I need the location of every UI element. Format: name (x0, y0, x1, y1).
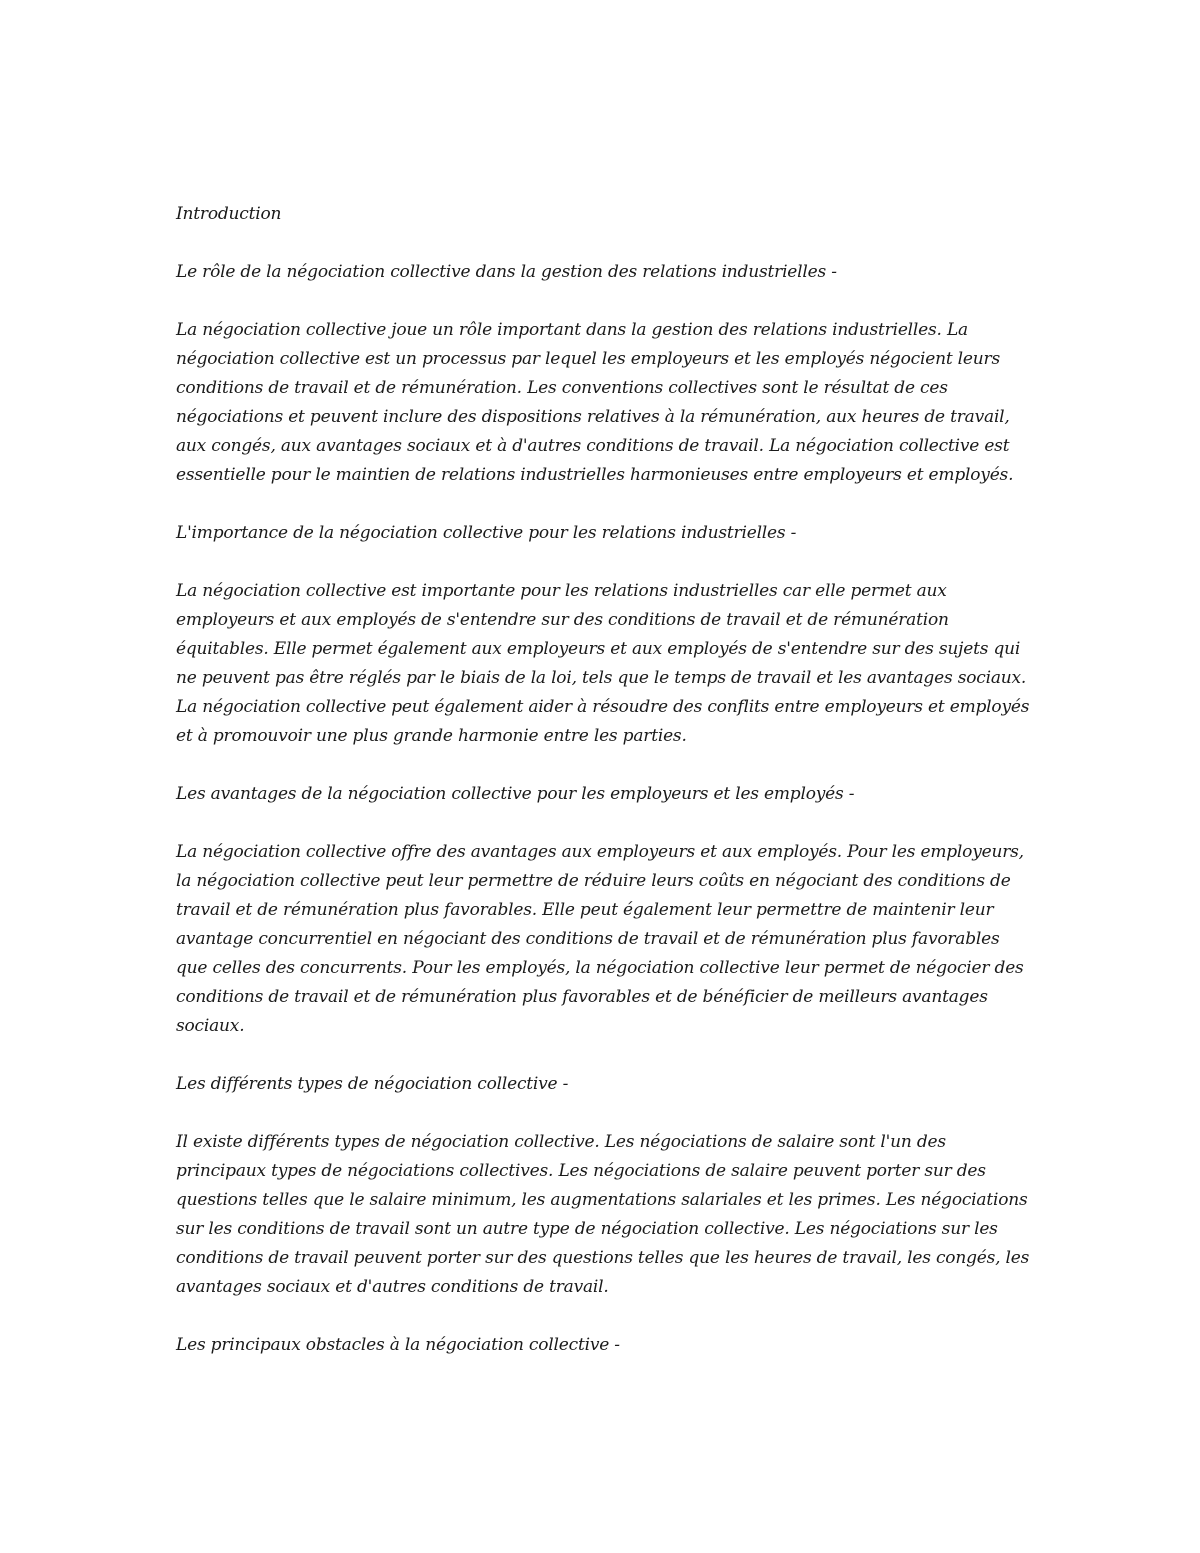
section-heading: L'importance de la négociation collective pour les relations industrielles - (176, 523, 797, 543)
section-paragraph: La négociation collective joue un rôle important dans la gestion des relations industrielles. La négociation collective est un processus par lequel les employeurs et les employés négocient leurs conditions de travail et de rémunération. Les conventions collectives sont le résultat de ces négociations et peuvent inclure des dispositions relatives à la rémunération, aux heures de travail, aux congés, aux avantages sociaux et à d'autres conditions de travail. La négociation collective est essentielle pour le maintien de relations industrielles harmonieuses entre employeurs et employés. (176, 320, 1014, 485)
document-title: Introduction (176, 204, 282, 224)
section-paragraph: La négociation collective est importante pour les relations industrielles car elle permet aux employeurs et aux employés de s'entendre sur des conditions de travail et de rémunération équitables. Elle permet également aux employeurs et aux employés de s'entendre sur des sujets qui ne peuvent pas être réglés par le biais de la loi, tels que le temps de travail et les avantages sociaux. La négociation collective peut également aider à résoudre des conflits entre employeurs et employés et à promouvoir une plus grande harmonie entre les parties. (176, 581, 1030, 746)
document-page (176, 200, 1036, 1389)
section-heading: Le rôle de la négociation collective dans la gestion des relations industrielles - (176, 262, 837, 282)
section-paragraph: La négociation collective offre des avantages aux employeurs et aux employés. Pour les employeurs, la négociation collective peut leur permettre de réduire leurs coûts en négociant des conditions de travail et de rémunération plus favorables. Elle peut également leur permettre de maintenir leur avantage concurrentiel en négociant des conditions de travail et de rémunération plus favorables que celles des concurrents. Pour les employés, la négociation collective leur permet de négocier des conditions de travail et de rémunération plus favorables et de bénéficier de meilleurs avantages sociaux. (176, 842, 1024, 1036)
section-heading: Les avantages de la négociation collective pour les employeurs et les employés - (176, 784, 855, 804)
section-heading: Les différents types de négociation collective - (176, 1074, 569, 1094)
section-heading: Les principaux obstacles à la négociation collective - (176, 1335, 620, 1355)
section-paragraph: Il existe différents types de négociation collective. Les négociations de salaire sont l'un des principaux types de négociations collectives. Les négociations de salaire peuvent porter sur des questions telles que le salaire minimum, les augmentations salariales et les primes. Les négociations sur les conditions de travail sont un autre type de négociation collective. Les négociations sur les conditions de travail peuvent porter sur des questions telles que les heures de travail, les congés, les avantages sociaux et d'autres conditions de travail. (176, 1132, 1030, 1297)
